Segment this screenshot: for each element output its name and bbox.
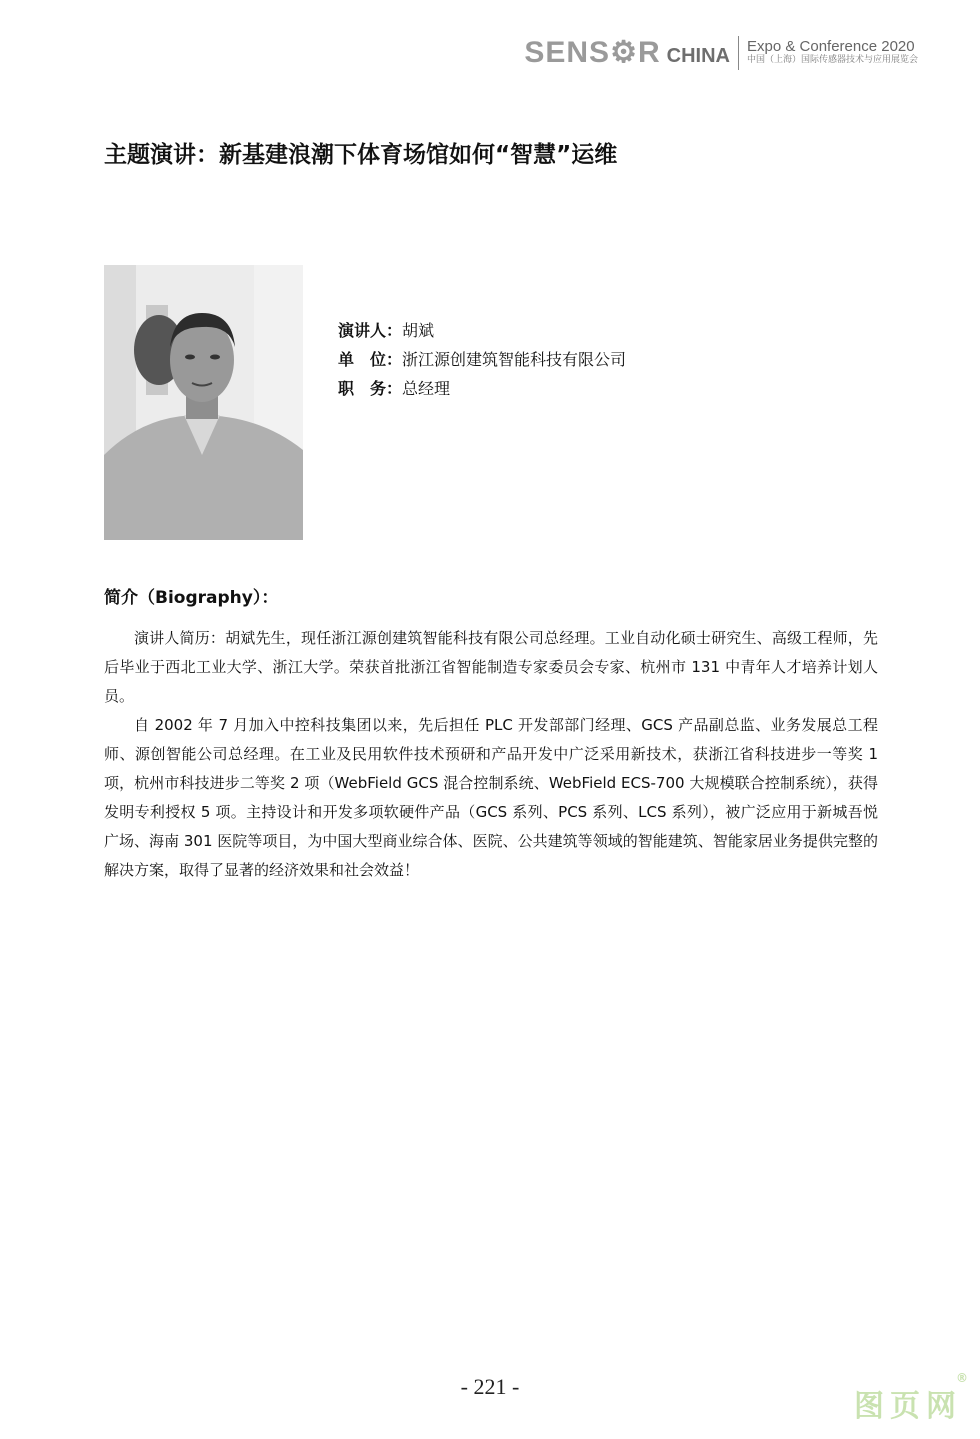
logo-right-block [747, 39, 918, 67]
watermark-text: 图页网 [854, 1389, 962, 1424]
speaker-name-label: 演讲人： [338, 321, 403, 340]
speaker-org-row [338, 345, 626, 374]
speaker-position-label: 职 务： [338, 379, 403, 398]
page-title: 主题演讲：新基建浪潮下体育场馆如何“智慧”运维 [104, 142, 618, 168]
watermark-logo [854, 1371, 968, 1425]
speaker-position-row [338, 374, 626, 403]
speaker-info [338, 316, 626, 403]
speaker-org: 浙江源创建筑智能科技有限公司 [402, 350, 627, 369]
speaker-name-row [338, 316, 626, 345]
bio-paragraph: 自 2002 年 7 月加入中控科技集团以来，先后担任 PLC 开发部部门经理、GCS 产品副总监、业务发展总工程师、源创智能公司总经理。在工业及民用软件技术预研和产品开发中广泛采用新技术，获浙江省科技进步一等奖 1 项，杭州市科技进步二等奖 2 项（WebField GCS 混合控制系统、WebField ECS-700 大规模联合控制系统），获得发明专利授权 5 项。主持设计和开发多项软硬件产品（GCS 系列、PCS 系列、LCS 系列），被广泛应用于新城吾悦广场、海南 301 医院等项目，为中国大型商业综合体、医院、公共建筑等领域的智能建筑、智能家居业务提供完整的解决方案，取得了显著的经济效果和社会效益！ [104, 716, 878, 879]
speaker-position: 总经理 [402, 379, 451, 398]
logo-expo-line: Expo & Conference 2020 [746, 37, 915, 55]
speaker-portrait-graphic [104, 265, 303, 540]
logo-china-text: CHINA [666, 45, 730, 67]
bio-body [104, 624, 878, 885]
header-logo [524, 36, 918, 70]
speaker-org-label: 单 位： [338, 350, 403, 369]
page-number: - 221 - [460, 1374, 520, 1399]
logo-sensor-text: SENS⚙R [524, 36, 661, 69]
logo-divider [738, 36, 739, 70]
speaker-name: 胡斌 [402, 321, 435, 340]
speaker-photo [104, 265, 303, 540]
watermark-registered-mark: ® [956, 1371, 968, 1385]
bio-heading: 简介（Biography）： [104, 588, 279, 608]
logo-cn-line: 中国（上海）国际传感器技术与应用展览会 [746, 55, 918, 66]
bio-paragraph: 演讲人简历：胡斌先生，现任浙江源创建筑智能科技有限公司总经理。工业自动化硕士研究生、高级工程师，先后毕业于西北工业大学、浙江大学。荣获首批浙江省智能制造专家委员会专家、杭州市 131 中青年人才培养计划人员。 [104, 629, 878, 705]
